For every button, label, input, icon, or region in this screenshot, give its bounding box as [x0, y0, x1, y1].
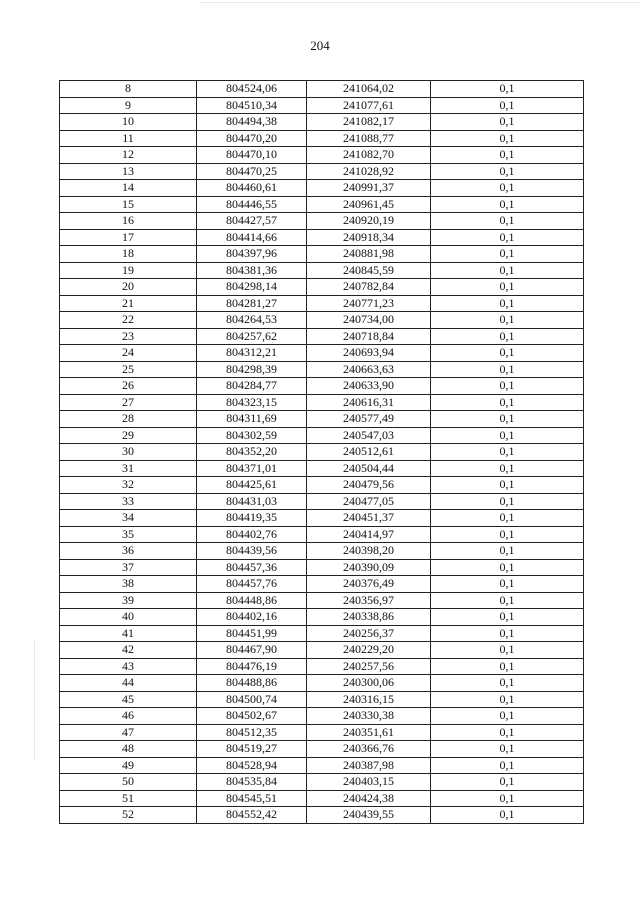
y-coordinate-cell: 240330,38	[307, 708, 431, 725]
table-row	[60, 576, 584, 593]
x-coordinate-cell: 804371,01	[197, 460, 307, 477]
x-coordinate-cell: 804457,76	[197, 576, 307, 593]
y-coordinate-cell: 240256,37	[307, 625, 431, 642]
accuracy-cell: 0,1	[431, 493, 584, 510]
accuracy-cell: 0,1	[431, 114, 584, 131]
x-coordinate-cell: 804419,35	[197, 510, 307, 527]
accuracy-cell: 0,1	[431, 807, 584, 824]
y-coordinate-cell: 240390,09	[307, 559, 431, 576]
accuracy-cell: 0,1	[431, 642, 584, 659]
accuracy-cell: 0,1	[431, 196, 584, 213]
x-coordinate-cell: 804264,53	[197, 312, 307, 329]
table-row	[60, 477, 584, 494]
point-number-cell: 39	[60, 592, 197, 609]
y-coordinate-cell: 240387,98	[307, 757, 431, 774]
point-number-cell: 16	[60, 213, 197, 230]
x-coordinate-cell: 804494,38	[197, 114, 307, 131]
y-coordinate-cell: 240881,98	[307, 246, 431, 263]
accuracy-cell: 0,1	[431, 691, 584, 708]
point-number-cell: 42	[60, 642, 197, 659]
accuracy-cell: 0,1	[431, 312, 584, 329]
table-row	[60, 493, 584, 510]
y-coordinate-cell: 240356,97	[307, 592, 431, 609]
y-coordinate-cell: 240479,56	[307, 477, 431, 494]
accuracy-cell: 0,1	[431, 609, 584, 626]
point-number-cell: 52	[60, 807, 197, 824]
y-coordinate-cell: 240845,59	[307, 262, 431, 279]
table-row	[60, 427, 584, 444]
point-number-cell: 29	[60, 427, 197, 444]
table-row	[60, 147, 584, 164]
point-number-cell: 23	[60, 328, 197, 345]
accuracy-cell: 0,1	[431, 592, 584, 609]
table-row	[60, 658, 584, 675]
y-coordinate-cell: 240663,63	[307, 361, 431, 378]
point-number-cell: 10	[60, 114, 197, 131]
x-coordinate-cell: 804500,74	[197, 691, 307, 708]
y-coordinate-cell: 240376,49	[307, 576, 431, 593]
accuracy-cell: 0,1	[431, 427, 584, 444]
y-coordinate-cell: 240477,05	[307, 493, 431, 510]
table-row	[60, 807, 584, 824]
x-coordinate-cell: 804284,77	[197, 378, 307, 395]
x-coordinate-cell: 804427,57	[197, 213, 307, 230]
accuracy-cell: 0,1	[431, 246, 584, 263]
table-row	[60, 279, 584, 296]
table-row	[60, 543, 584, 560]
x-coordinate-cell: 804545,51	[197, 790, 307, 807]
point-number-cell: 26	[60, 378, 197, 395]
y-coordinate-cell: 240300,06	[307, 675, 431, 692]
x-coordinate-cell: 804510,34	[197, 97, 307, 114]
table-row	[60, 130, 584, 147]
accuracy-cell: 0,1	[431, 180, 584, 197]
y-coordinate-cell: 240257,56	[307, 658, 431, 675]
point-number-cell: 20	[60, 279, 197, 296]
table-row	[60, 394, 584, 411]
coordinates-table	[59, 80, 584, 824]
x-coordinate-cell: 804519,27	[197, 741, 307, 758]
x-coordinate-cell: 804457,36	[197, 559, 307, 576]
table-row	[60, 774, 584, 791]
accuracy-cell: 0,1	[431, 625, 584, 642]
y-coordinate-cell: 240414,97	[307, 526, 431, 543]
accuracy-cell: 0,1	[431, 394, 584, 411]
x-coordinate-cell: 804352,20	[197, 444, 307, 461]
x-coordinate-cell: 804470,20	[197, 130, 307, 147]
x-coordinate-cell: 804281,27	[197, 295, 307, 312]
x-coordinate-cell: 804488,86	[197, 675, 307, 692]
table-row	[60, 691, 584, 708]
y-coordinate-cell: 240424,38	[307, 790, 431, 807]
table-row	[60, 378, 584, 395]
accuracy-cell: 0,1	[431, 97, 584, 114]
y-coordinate-cell: 240403,15	[307, 774, 431, 791]
y-coordinate-cell: 240918,34	[307, 229, 431, 246]
point-number-cell: 34	[60, 510, 197, 527]
y-coordinate-cell: 241028,92	[307, 163, 431, 180]
table-row	[60, 757, 584, 774]
x-coordinate-cell: 804467,90	[197, 642, 307, 659]
x-coordinate-cell: 804323,15	[197, 394, 307, 411]
x-coordinate-cell: 804446,55	[197, 196, 307, 213]
x-coordinate-cell: 804512,35	[197, 724, 307, 741]
point-number-cell: 14	[60, 180, 197, 197]
table-row	[60, 708, 584, 725]
y-coordinate-cell: 240366,76	[307, 741, 431, 758]
table-row	[60, 97, 584, 114]
scan-artifact-line	[200, 2, 640, 3]
point-number-cell: 15	[60, 196, 197, 213]
x-coordinate-cell: 804381,36	[197, 262, 307, 279]
x-coordinate-cell: 804298,39	[197, 361, 307, 378]
point-number-cell: 8	[60, 81, 197, 98]
table-row	[60, 163, 584, 180]
table-row	[60, 526, 584, 543]
x-coordinate-cell: 804552,42	[197, 807, 307, 824]
accuracy-cell: 0,1	[431, 543, 584, 560]
x-coordinate-cell: 804476,19	[197, 658, 307, 675]
x-coordinate-cell: 804535,84	[197, 774, 307, 791]
y-coordinate-cell: 240782,84	[307, 279, 431, 296]
x-coordinate-cell: 804528,94	[197, 757, 307, 774]
y-coordinate-cell: 240439,55	[307, 807, 431, 824]
accuracy-cell: 0,1	[431, 724, 584, 741]
table-row	[60, 460, 584, 477]
table-row	[60, 411, 584, 428]
y-coordinate-cell: 240351,61	[307, 724, 431, 741]
accuracy-cell: 0,1	[431, 213, 584, 230]
table-row	[60, 444, 584, 461]
accuracy-cell: 0,1	[431, 444, 584, 461]
point-number-cell: 47	[60, 724, 197, 741]
point-number-cell: 44	[60, 675, 197, 692]
accuracy-cell: 0,1	[431, 658, 584, 675]
table-row	[60, 592, 584, 609]
point-number-cell: 49	[60, 757, 197, 774]
accuracy-cell: 0,1	[431, 559, 584, 576]
table-row	[60, 741, 584, 758]
point-number-cell: 50	[60, 774, 197, 791]
table-row	[60, 312, 584, 329]
point-number-cell: 37	[60, 559, 197, 576]
table-row	[60, 229, 584, 246]
table-row	[60, 559, 584, 576]
x-coordinate-cell: 804451,99	[197, 625, 307, 642]
y-coordinate-cell: 241082,70	[307, 147, 431, 164]
accuracy-cell: 0,1	[431, 460, 584, 477]
y-coordinate-cell: 240547,03	[307, 427, 431, 444]
y-coordinate-cell: 240771,23	[307, 295, 431, 312]
accuracy-cell: 0,1	[431, 345, 584, 362]
accuracy-cell: 0,1	[431, 675, 584, 692]
accuracy-cell: 0,1	[431, 757, 584, 774]
y-coordinate-cell: 241077,61	[307, 97, 431, 114]
point-number-cell: 25	[60, 361, 197, 378]
x-coordinate-cell: 804524,06	[197, 81, 307, 98]
table-row	[60, 609, 584, 626]
point-number-cell: 46	[60, 708, 197, 725]
table-row	[60, 196, 584, 213]
y-coordinate-cell: 240693,94	[307, 345, 431, 362]
point-number-cell: 40	[60, 609, 197, 626]
x-coordinate-cell: 804257,62	[197, 328, 307, 345]
accuracy-cell: 0,1	[431, 477, 584, 494]
table-row	[60, 81, 584, 98]
y-coordinate-cell: 240920,19	[307, 213, 431, 230]
point-number-cell: 24	[60, 345, 197, 362]
accuracy-cell: 0,1	[431, 147, 584, 164]
table-row	[60, 625, 584, 642]
accuracy-cell: 0,1	[431, 708, 584, 725]
x-coordinate-cell: 804470,25	[197, 163, 307, 180]
point-number-cell: 21	[60, 295, 197, 312]
point-number-cell: 36	[60, 543, 197, 560]
y-coordinate-cell: 240718,84	[307, 328, 431, 345]
y-coordinate-cell: 240616,31	[307, 394, 431, 411]
table-row	[60, 642, 584, 659]
table-row	[60, 361, 584, 378]
point-number-cell: 48	[60, 741, 197, 758]
accuracy-cell: 0,1	[431, 229, 584, 246]
x-coordinate-cell: 804414,66	[197, 229, 307, 246]
x-coordinate-cell: 804312,21	[197, 345, 307, 362]
accuracy-cell: 0,1	[431, 163, 584, 180]
y-coordinate-cell: 240398,20	[307, 543, 431, 560]
table-row	[60, 510, 584, 527]
y-coordinate-cell: 240961,45	[307, 196, 431, 213]
accuracy-cell: 0,1	[431, 774, 584, 791]
accuracy-cell: 0,1	[431, 526, 584, 543]
x-coordinate-cell: 804397,96	[197, 246, 307, 263]
table-row	[60, 246, 584, 263]
point-number-cell: 22	[60, 312, 197, 329]
accuracy-cell: 0,1	[431, 279, 584, 296]
point-number-cell: 43	[60, 658, 197, 675]
x-coordinate-cell: 804470,10	[197, 147, 307, 164]
x-coordinate-cell: 804302,59	[197, 427, 307, 444]
point-number-cell: 19	[60, 262, 197, 279]
table-row	[60, 295, 584, 312]
accuracy-cell: 0,1	[431, 378, 584, 395]
accuracy-cell: 0,1	[431, 361, 584, 378]
point-number-cell: 27	[60, 394, 197, 411]
y-coordinate-cell: 240229,20	[307, 642, 431, 659]
point-number-cell: 45	[60, 691, 197, 708]
point-number-cell: 28	[60, 411, 197, 428]
accuracy-cell: 0,1	[431, 411, 584, 428]
scan-artifact-edge	[34, 640, 35, 760]
x-coordinate-cell: 804502,67	[197, 708, 307, 725]
point-number-cell: 32	[60, 477, 197, 494]
y-coordinate-cell: 240338,86	[307, 609, 431, 626]
y-coordinate-cell: 241082,17	[307, 114, 431, 131]
y-coordinate-cell: 241064,02	[307, 81, 431, 98]
y-coordinate-cell: 240633,90	[307, 378, 431, 395]
x-coordinate-cell: 804425,61	[197, 477, 307, 494]
table-row	[60, 675, 584, 692]
accuracy-cell: 0,1	[431, 790, 584, 807]
point-number-cell: 33	[60, 493, 197, 510]
table-row	[60, 262, 584, 279]
table-row	[60, 724, 584, 741]
x-coordinate-cell: 804402,76	[197, 526, 307, 543]
x-coordinate-cell: 804460,61	[197, 180, 307, 197]
accuracy-cell: 0,1	[431, 576, 584, 593]
y-coordinate-cell: 240512,61	[307, 444, 431, 461]
point-number-cell: 51	[60, 790, 197, 807]
point-number-cell: 31	[60, 460, 197, 477]
point-number-cell: 35	[60, 526, 197, 543]
point-number-cell: 18	[60, 246, 197, 263]
y-coordinate-cell: 240316,15	[307, 691, 431, 708]
coordinates-table-body	[60, 81, 584, 824]
x-coordinate-cell: 804439,56	[197, 543, 307, 560]
point-number-cell: 17	[60, 229, 197, 246]
y-coordinate-cell: 240577,49	[307, 411, 431, 428]
accuracy-cell: 0,1	[431, 510, 584, 527]
accuracy-cell: 0,1	[431, 130, 584, 147]
table-row	[60, 790, 584, 807]
accuracy-cell: 0,1	[431, 295, 584, 312]
x-coordinate-cell: 804311,69	[197, 411, 307, 428]
table-row	[60, 213, 584, 230]
point-number-cell: 13	[60, 163, 197, 180]
x-coordinate-cell: 804448,86	[197, 592, 307, 609]
y-coordinate-cell: 240504,44	[307, 460, 431, 477]
y-coordinate-cell: 240991,37	[307, 180, 431, 197]
accuracy-cell: 0,1	[431, 741, 584, 758]
y-coordinate-cell: 241088,77	[307, 130, 431, 147]
y-coordinate-cell: 240451,37	[307, 510, 431, 527]
table-row	[60, 180, 584, 197]
x-coordinate-cell: 804298,14	[197, 279, 307, 296]
point-number-cell: 41	[60, 625, 197, 642]
x-coordinate-cell: 804402,16	[197, 609, 307, 626]
table-row	[60, 114, 584, 131]
accuracy-cell: 0,1	[431, 262, 584, 279]
point-number-cell: 11	[60, 130, 197, 147]
table-row	[60, 345, 584, 362]
accuracy-cell: 0,1	[431, 328, 584, 345]
point-number-cell: 38	[60, 576, 197, 593]
point-number-cell: 12	[60, 147, 197, 164]
x-coordinate-cell: 804431,03	[197, 493, 307, 510]
point-number-cell: 30	[60, 444, 197, 461]
accuracy-cell: 0,1	[431, 81, 584, 98]
point-number-cell: 9	[60, 97, 197, 114]
table-row	[60, 328, 584, 345]
y-coordinate-cell: 240734,00	[307, 312, 431, 329]
page-number: 204	[310, 38, 330, 53]
